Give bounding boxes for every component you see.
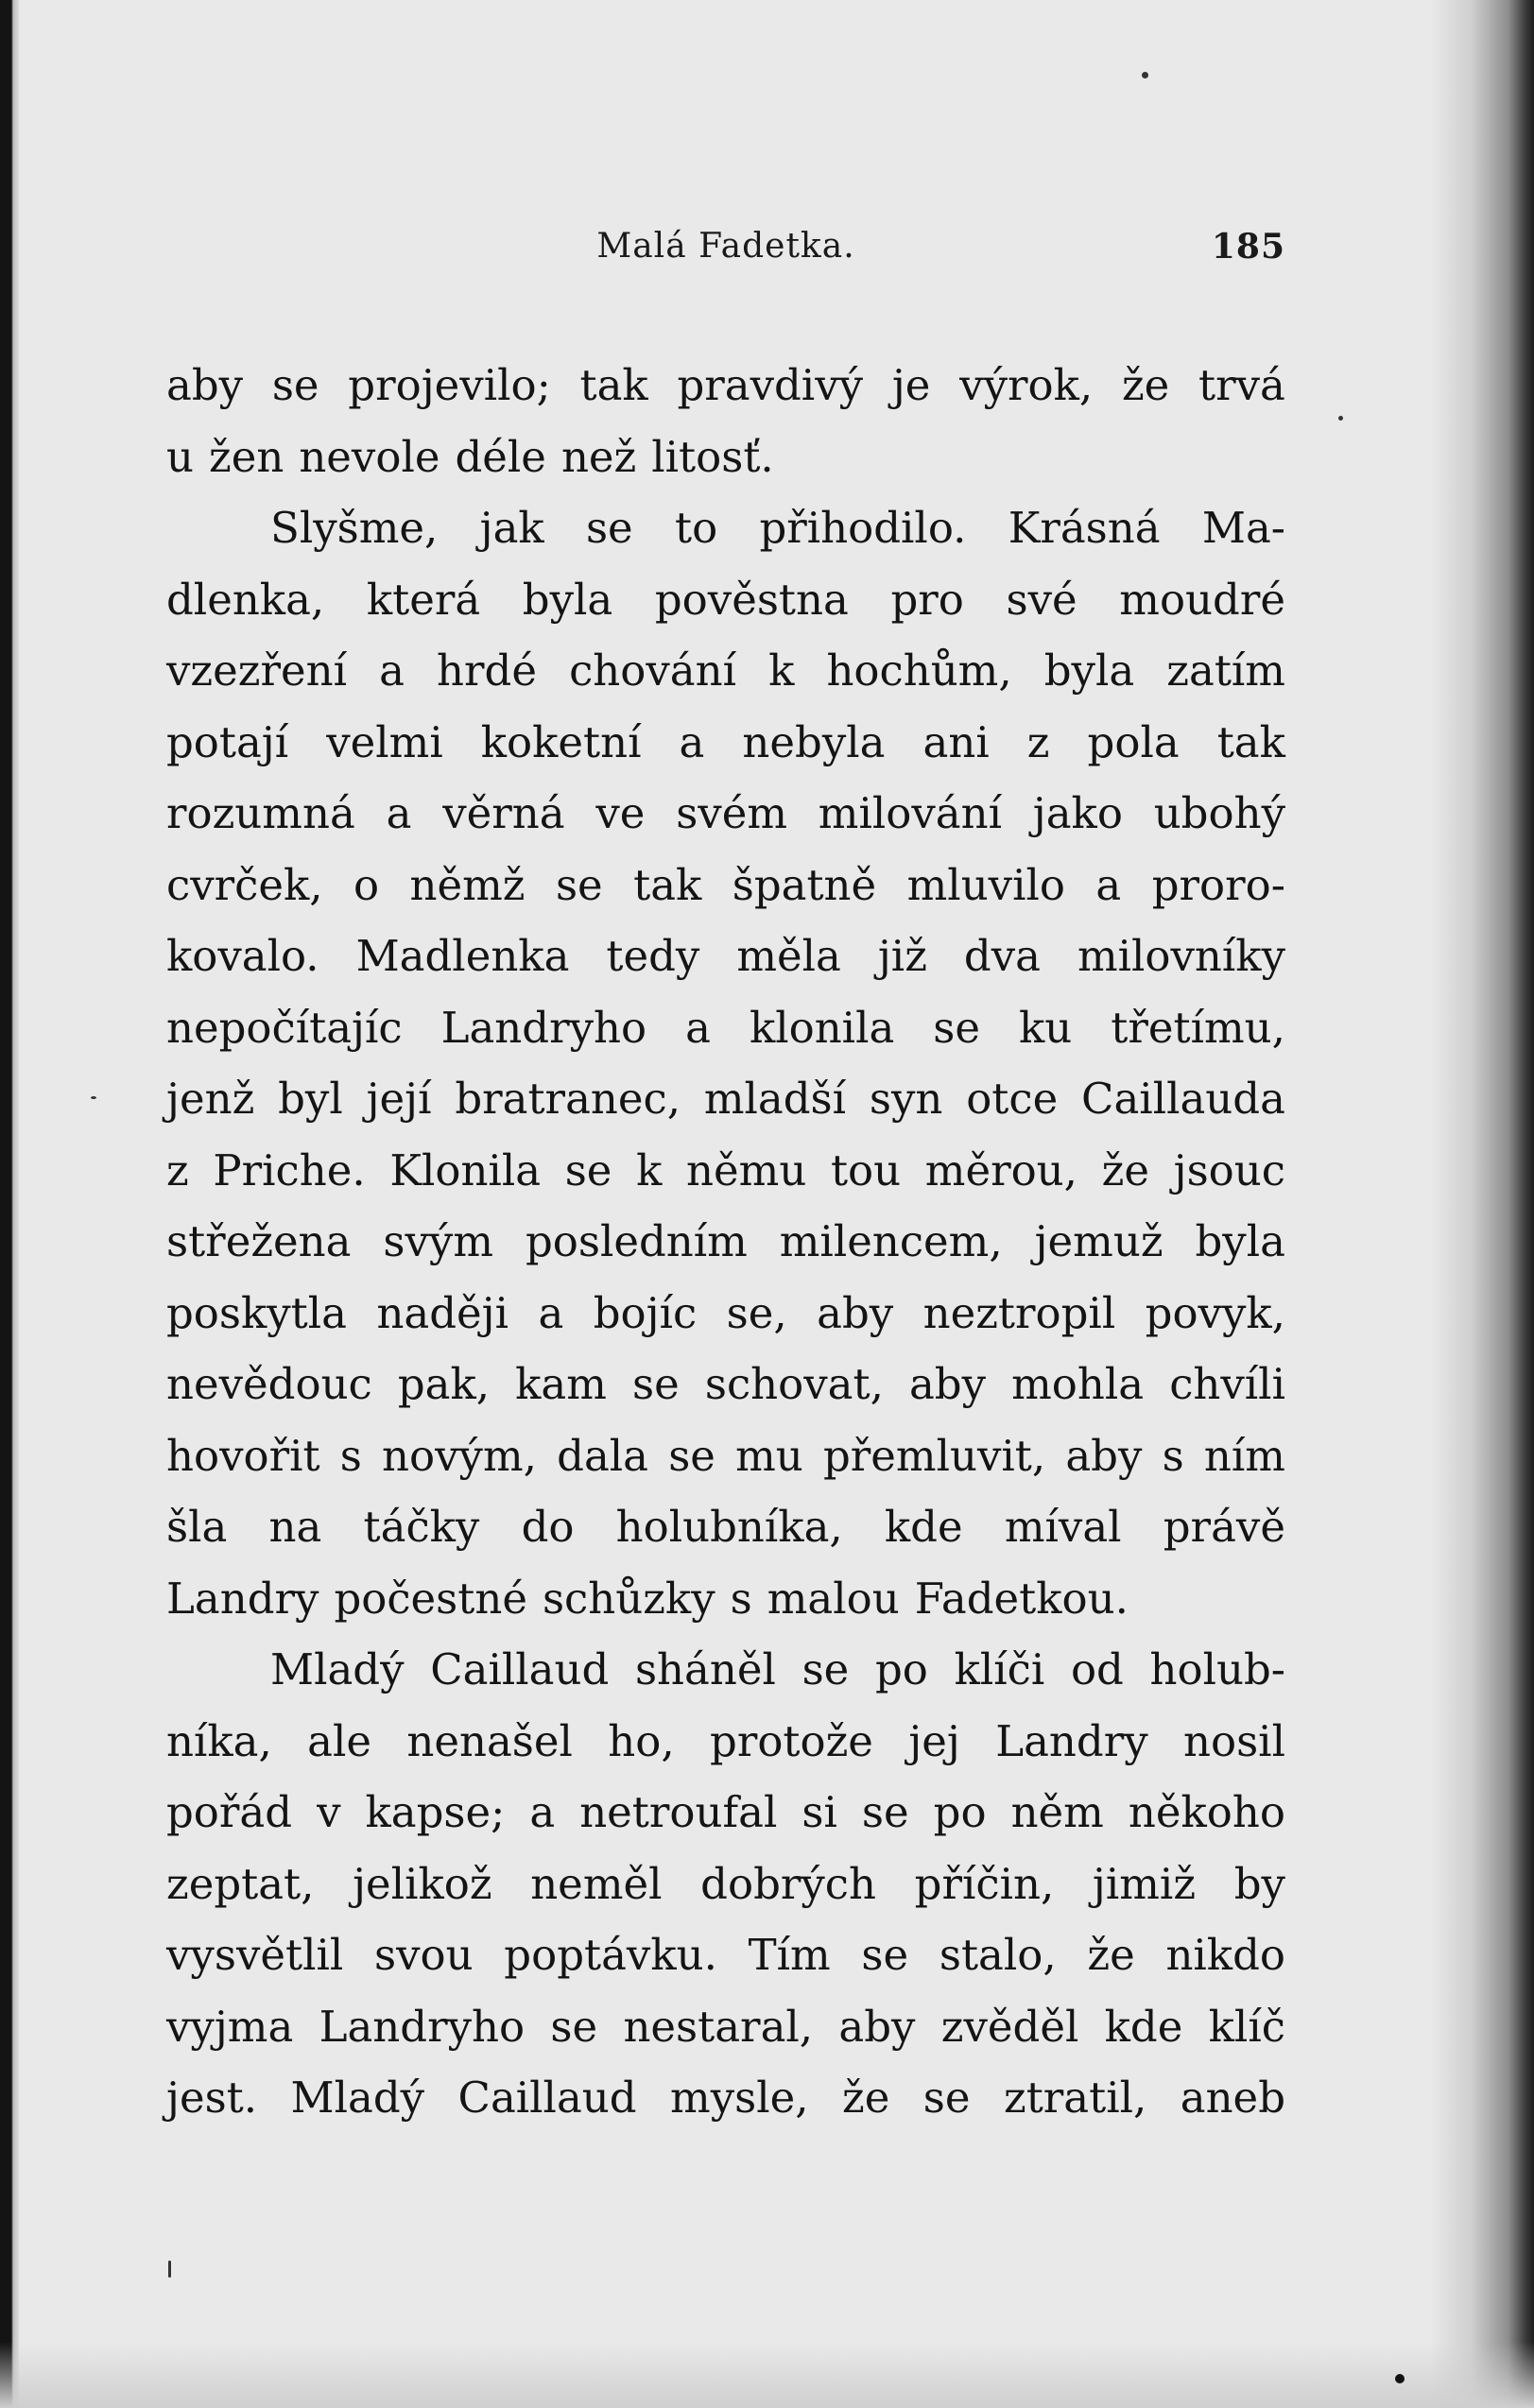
word: jimiž — [1092, 1858, 1197, 1909]
word: litosť. — [651, 431, 774, 482]
word: tedy — [606, 931, 700, 981]
word: a — [679, 716, 705, 767]
word: aby — [1065, 1430, 1143, 1481]
word: táčky — [363, 1502, 480, 1552]
word: z — [1026, 716, 1050, 767]
word: zvěděl — [940, 2001, 1079, 2052]
word: Landryho — [319, 2001, 526, 2052]
word: posledním — [525, 1216, 748, 1266]
word: kde — [884, 1502, 963, 1552]
text-line — [166, 421, 1285, 493]
word: stalo, — [939, 1930, 1057, 1980]
word: z — [166, 1144, 189, 1195]
running-title: Malá Fadetka. — [596, 227, 855, 266]
word: dobrých — [700, 1858, 876, 1909]
word: Landry — [995, 1715, 1148, 1766]
word: projevilo; — [348, 360, 551, 410]
word: do — [521, 1502, 575, 1552]
word: chování — [569, 645, 736, 696]
word: nikdo — [1165, 1930, 1285, 1980]
word: Slyšme, — [270, 503, 439, 553]
word: svým — [383, 1216, 494, 1266]
word: k — [768, 645, 795, 696]
word: níka, — [166, 1715, 272, 1766]
word: Fadetkou. — [914, 1573, 1129, 1624]
word: ztratil, — [1003, 2073, 1147, 2123]
word: o — [353, 859, 380, 910]
word: povyk, — [1145, 1287, 1285, 1338]
word: ani — [922, 716, 990, 767]
word: u — [166, 431, 194, 482]
word: se — [668, 1430, 715, 1481]
word: aby — [817, 1287, 894, 1338]
word: ním — [1203, 1430, 1285, 1481]
text-line — [166, 2062, 1285, 2134]
word: žen — [208, 431, 284, 482]
word: pak, — [397, 1359, 491, 1409]
word: a — [1095, 859, 1122, 910]
text-line — [166, 1278, 1285, 1350]
word: Mladý — [270, 1644, 405, 1694]
word: poskytla — [166, 1287, 347, 1338]
word: pořád — [166, 1787, 293, 1837]
text-line — [166, 1491, 1285, 1563]
word: ve — [595, 788, 646, 838]
text-line — [166, 1777, 1285, 1849]
word: Caillaud — [457, 2073, 637, 2123]
word: svém — [676, 788, 788, 838]
word: že — [842, 2073, 890, 2123]
word: od — [1070, 1644, 1124, 1694]
word: bratranec, — [455, 1074, 681, 1124]
word: než — [560, 431, 637, 482]
dust-speck — [1338, 416, 1343, 421]
word: měla — [736, 931, 841, 981]
word: sháněl — [634, 1644, 776, 1694]
word: měrou, — [924, 1144, 1077, 1195]
word: vyjma — [166, 2001, 294, 2052]
word: jenž — [166, 1074, 255, 1124]
word: Tím — [748, 1930, 831, 1980]
text-line — [166, 920, 1285, 992]
word: příčin, — [914, 1858, 1055, 1909]
page-header — [166, 227, 1285, 268]
word: a — [538, 1287, 564, 1338]
word: protože — [710, 1715, 873, 1766]
word: šla — [166, 1502, 228, 1552]
word: kapse; — [365, 1787, 506, 1837]
word: která — [366, 574, 481, 625]
word: koketní — [480, 716, 642, 767]
word: se — [933, 1002, 981, 1053]
text-line — [166, 1135, 1285, 1207]
word: Madlenka — [355, 931, 570, 981]
word: jsouc — [1173, 1144, 1285, 1195]
word: neměl — [530, 1858, 663, 1909]
word: zeptat, — [166, 1858, 315, 1909]
word: právě — [1163, 1502, 1285, 1552]
word: aneb — [1180, 2073, 1285, 2123]
word: otce — [966, 1074, 1059, 1124]
word: novým, — [382, 1430, 537, 1481]
word: naději — [376, 1287, 509, 1338]
word: zatím — [1166, 645, 1285, 696]
word: holub- — [1149, 1644, 1285, 1694]
word: a — [685, 1002, 711, 1053]
word: že — [1087, 1930, 1135, 1980]
word: a — [386, 788, 412, 838]
word: hrdé — [437, 645, 537, 696]
word: se — [585, 503, 633, 553]
word: k — [636, 1144, 663, 1195]
word: ku — [1019, 1002, 1073, 1053]
text-line — [166, 635, 1285, 707]
word: bojíc — [593, 1287, 698, 1338]
word: Caillaud — [430, 1644, 610, 1694]
text-line — [166, 492, 1285, 564]
word: střežena — [166, 1216, 352, 1266]
word: neztropil — [922, 1287, 1116, 1338]
word: hovořit — [166, 1430, 320, 1481]
word: hochům, — [826, 645, 1012, 696]
word: vysvětlil — [166, 1930, 344, 1980]
word: Ma- — [1201, 503, 1285, 553]
word: kovalo. — [166, 931, 319, 981]
word: proro- — [1151, 859, 1285, 910]
word: schovat, — [704, 1359, 884, 1409]
word: potají — [166, 716, 289, 767]
word: míval — [1004, 1502, 1122, 1552]
word: po — [875, 1644, 928, 1694]
word: klíč — [1208, 2001, 1285, 2052]
word: již — [877, 931, 927, 981]
word: s — [339, 1430, 362, 1481]
word: v — [317, 1787, 341, 1837]
word: byla — [522, 574, 613, 625]
text-line — [166, 707, 1285, 779]
word: milencem, — [779, 1216, 1003, 1266]
word: byl — [278, 1074, 343, 1124]
word: někoho — [1128, 1787, 1285, 1837]
word: jest. — [166, 2073, 258, 2123]
word: se — [271, 360, 319, 410]
word: ho, — [608, 1715, 675, 1766]
word: se — [564, 1144, 612, 1195]
word: schůzky — [542, 1573, 715, 1624]
text-line — [166, 1919, 1285, 1991]
word: nestaral, — [623, 2001, 814, 2052]
word: se — [861, 1787, 909, 1837]
word: pověstna — [654, 574, 849, 625]
word: tak — [579, 360, 648, 410]
word: výrok, — [959, 360, 1094, 410]
word: aby — [166, 360, 244, 410]
word: chvíli — [1169, 1359, 1285, 1409]
word: Landryho — [440, 1002, 647, 1053]
word: dva — [963, 931, 1041, 981]
word: se — [922, 2073, 971, 2123]
dust-speck — [91, 1096, 96, 1099]
word: přihodilo. — [759, 503, 967, 553]
word: se — [801, 1644, 850, 1694]
word: jako — [1032, 788, 1123, 838]
body-text — [166, 350, 1285, 2134]
word: trvá — [1198, 360, 1285, 410]
word: cvrček, — [166, 859, 323, 910]
word: Landry — [166, 1573, 319, 1624]
word: tak — [1216, 716, 1285, 767]
word: mysle, — [670, 2073, 809, 2123]
text-line — [166, 1420, 1285, 1492]
text-line — [166, 350, 1285, 421]
page-number: 185 — [1211, 227, 1285, 267]
word: a — [529, 1787, 556, 1837]
word: by — [1233, 1858, 1285, 1909]
dust-speck — [168, 2261, 171, 2278]
text-line — [166, 1634, 1285, 1706]
word: milování — [818, 788, 1002, 838]
word: s — [1162, 1430, 1184, 1481]
word: aby — [838, 2001, 916, 2052]
text-line — [166, 1849, 1285, 1920]
word: se — [555, 859, 603, 910]
word: nenašel — [406, 1715, 573, 1766]
word: holubníka, — [615, 1502, 843, 1552]
word: moudré — [1119, 574, 1285, 625]
word: mu — [735, 1430, 803, 1481]
word: kam — [515, 1359, 607, 1409]
word: Priche. — [213, 1144, 366, 1195]
word: se — [550, 2001, 598, 2052]
word: dlenka, — [166, 574, 325, 625]
word: milovníky — [1077, 931, 1285, 981]
word: že — [1121, 360, 1170, 410]
word: přemluvit, — [822, 1430, 1046, 1481]
word: nevole — [299, 431, 440, 482]
word: jak — [479, 503, 544, 553]
word: klíči — [954, 1644, 1045, 1694]
word: něm — [1010, 1787, 1104, 1837]
text-line — [166, 1991, 1285, 2063]
text-line — [166, 1206, 1285, 1278]
text-line — [166, 564, 1285, 636]
word: nepočítajíc — [166, 1002, 403, 1053]
word: špatně — [732, 859, 877, 910]
word: její — [366, 1074, 432, 1124]
word: byla — [1043, 645, 1135, 696]
word: že — [1101, 1144, 1149, 1195]
word: Mladý — [290, 2073, 425, 2123]
dust-speck — [1395, 2374, 1405, 2383]
word: po — [933, 1787, 987, 1837]
word: déle — [455, 431, 546, 482]
word: nebyla — [742, 716, 886, 767]
word: je — [891, 360, 931, 410]
word: třetímu, — [1111, 1002, 1285, 1053]
word: a — [379, 645, 405, 696]
word: tak — [633, 859, 702, 910]
word: malou — [767, 1573, 900, 1624]
word: ale — [307, 1715, 371, 1766]
word: aby — [908, 1359, 987, 1409]
word: se — [861, 1930, 909, 1980]
word: jelikož — [353, 1858, 492, 1909]
word: ubohý — [1153, 788, 1285, 838]
word: velmi — [326, 716, 443, 767]
word: Krásná — [1008, 503, 1161, 553]
page-left-edge — [0, 0, 19, 2408]
word: pola — [1087, 716, 1180, 767]
word: netroufal — [579, 1787, 778, 1837]
word: byla — [1195, 1216, 1285, 1266]
word: syn — [869, 1074, 943, 1124]
word: mohla — [1011, 1359, 1145, 1409]
word: němu — [686, 1144, 807, 1195]
word: nosil — [1183, 1715, 1285, 1766]
word: jemuž — [1034, 1216, 1163, 1266]
text-line — [166, 1563, 1285, 1635]
word: tou — [830, 1144, 902, 1195]
word: pro — [890, 574, 964, 625]
word: jej — [908, 1715, 960, 1766]
word: poptávku. — [504, 1930, 717, 1980]
word: pravdivý — [677, 360, 864, 410]
word: nevědouc — [166, 1359, 372, 1409]
word: Caillauda — [1081, 1074, 1285, 1124]
word: rozumná — [166, 788, 355, 838]
dust-speck — [1142, 72, 1148, 78]
word: vzezření — [166, 645, 347, 696]
word: se, — [726, 1287, 787, 1338]
word: kde — [1104, 2001, 1183, 2052]
text-line — [166, 850, 1285, 921]
page-bottom-shade — [0, 2342, 1534, 2408]
text-line — [166, 1706, 1285, 1778]
word: s — [730, 1573, 752, 1624]
word: mladší — [703, 1074, 847, 1124]
word: se — [632, 1359, 680, 1409]
word: věrná — [442, 788, 565, 838]
word: to — [674, 503, 718, 553]
text-line — [166, 778, 1285, 850]
word: Klonila — [389, 1144, 542, 1195]
word: počestné — [334, 1573, 527, 1624]
word: si — [801, 1787, 837, 1837]
word: své — [1006, 574, 1077, 625]
word: na — [268, 1502, 322, 1552]
word: mluvilo — [906, 859, 1065, 910]
page-gutter-shadow — [1430, 0, 1534, 2408]
word: němž — [409, 859, 526, 910]
text-line — [166, 1063, 1285, 1135]
text-line — [166, 1349, 1285, 1420]
word: dala — [557, 1430, 648, 1481]
text-line — [166, 992, 1285, 1064]
word: klonila — [749, 1002, 895, 1053]
word: svou — [373, 1930, 474, 1980]
